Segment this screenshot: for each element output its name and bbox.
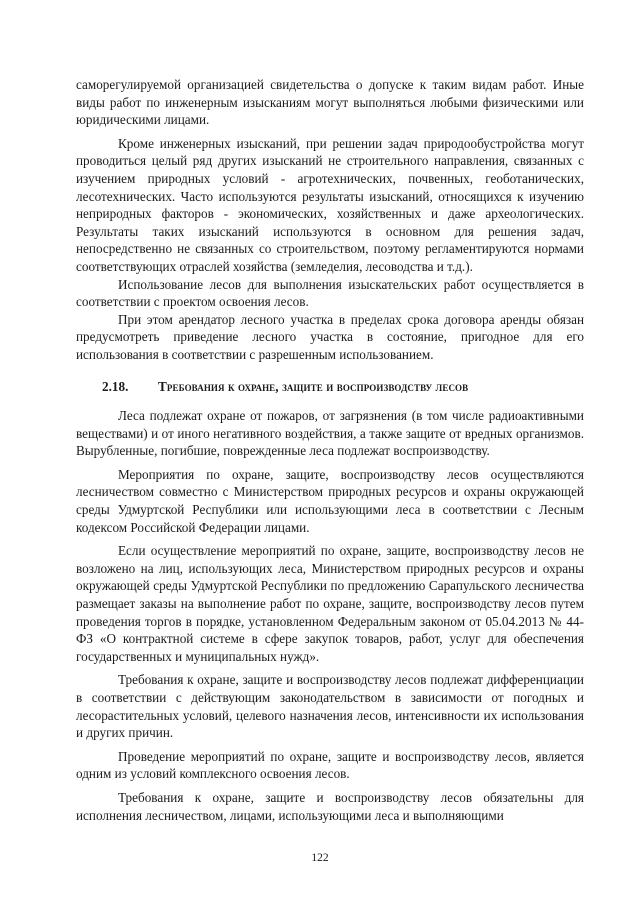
paragraph: Проведение мероприятий по охране, защите и воспроизводству лесов, является одним из условий комплексного освоения лесов. [76,748,584,782]
paragraph: Кроме инженерных изысканий, при решении задач природообустройства могут проводиться целый ряд других изысканий не строительного направления, связанных с изучением природных условий - агротехнических, почвенных, геоботанических, лесотехнических. Часто используются результаты изысканий, относящихся к изучению неприродных факторов - экономических, хозяйственных и даже археологических. Результаты таких изысканий используются в основном для решения задач, непосредственно не связанных со строительством, поэтому регламентируются нормами соответствующих отраслей хозяйства (земледелия, лесоводства и т.д.). [76,135,584,274]
section-title: Требования к охране, защите и воспроизводству лесов [158,378,469,394]
paragraph: Требования к охране, защите и воспроизводству лесов обязательны для исполнения лесничеством, лицами, использующими леса и выполняющими [76,789,584,823]
page-number: 122 [311,852,329,864]
paragraph: Требования к охране, защите и воспроизводству лесов подлежат дифференциации в соответствии с действующим законодательством в зависимости от погодных и лесорастительных условий, целевого назначения лесов, интенсивности их использования и других причин. [76,672,584,741]
page-body [76,76,584,824]
section-number: 2.18. [102,378,129,394]
paragraph: саморегулируемой организацией свидетельства о допуске к таким видам работ. Иные виды работ по инженерным изысканиям могут выполняться любыми физическими или юридическими лицами. [76,77,584,128]
section-heading [76,378,584,396]
paragraph: Если осуществление мероприятий по охране, защите, воспроизводству лесов не возложено на лиц, использующих леса, Министерством природных ресурсов и охраны окружающей среды Удмуртской Республики по предложению Сарапульского лесничества размещает заказы на выполнение работ по охране, защите, воспроизводству лесов путем проведения торгов в порядке, установленном Федеральным законом от 05.04.2013 № 44-ФЗ «О контрактной системе в сфере закупок товаров, работ, услуг для обеспечения государственных и муниципальных нужд». [76,543,584,664]
paragraph: Леса подлежат охране от пожаров, от загрязнения (в том числе радиоактивными веществами) и от иного негативного воздействия, а также защите от вредных организмов. Вырубленные, погибшие, поврежденные леса подлежат воспроизводству. [76,408,584,459]
paragraph: При этом арендатор лесного участка в пределах срока договора аренды обязан предусмотреть приведение лесного участка в состояние, пригодное для его использования в соответствии с разрешенным использованием. [76,311,584,362]
paragraph: Использование лесов для выполнения изыскательских работ осуществляется в соответствии с проектом освоения лесов. [76,276,584,310]
paragraph: Мероприятия по охране, защите, воспроизводству лесов осуществляются лесничеством совместно с Министерством природных ресурсов и охраны окружающей среды Удмуртской Республики или использующими леса в соответствии с Лесным кодексом Российской Федерации лицами. [76,466,584,535]
